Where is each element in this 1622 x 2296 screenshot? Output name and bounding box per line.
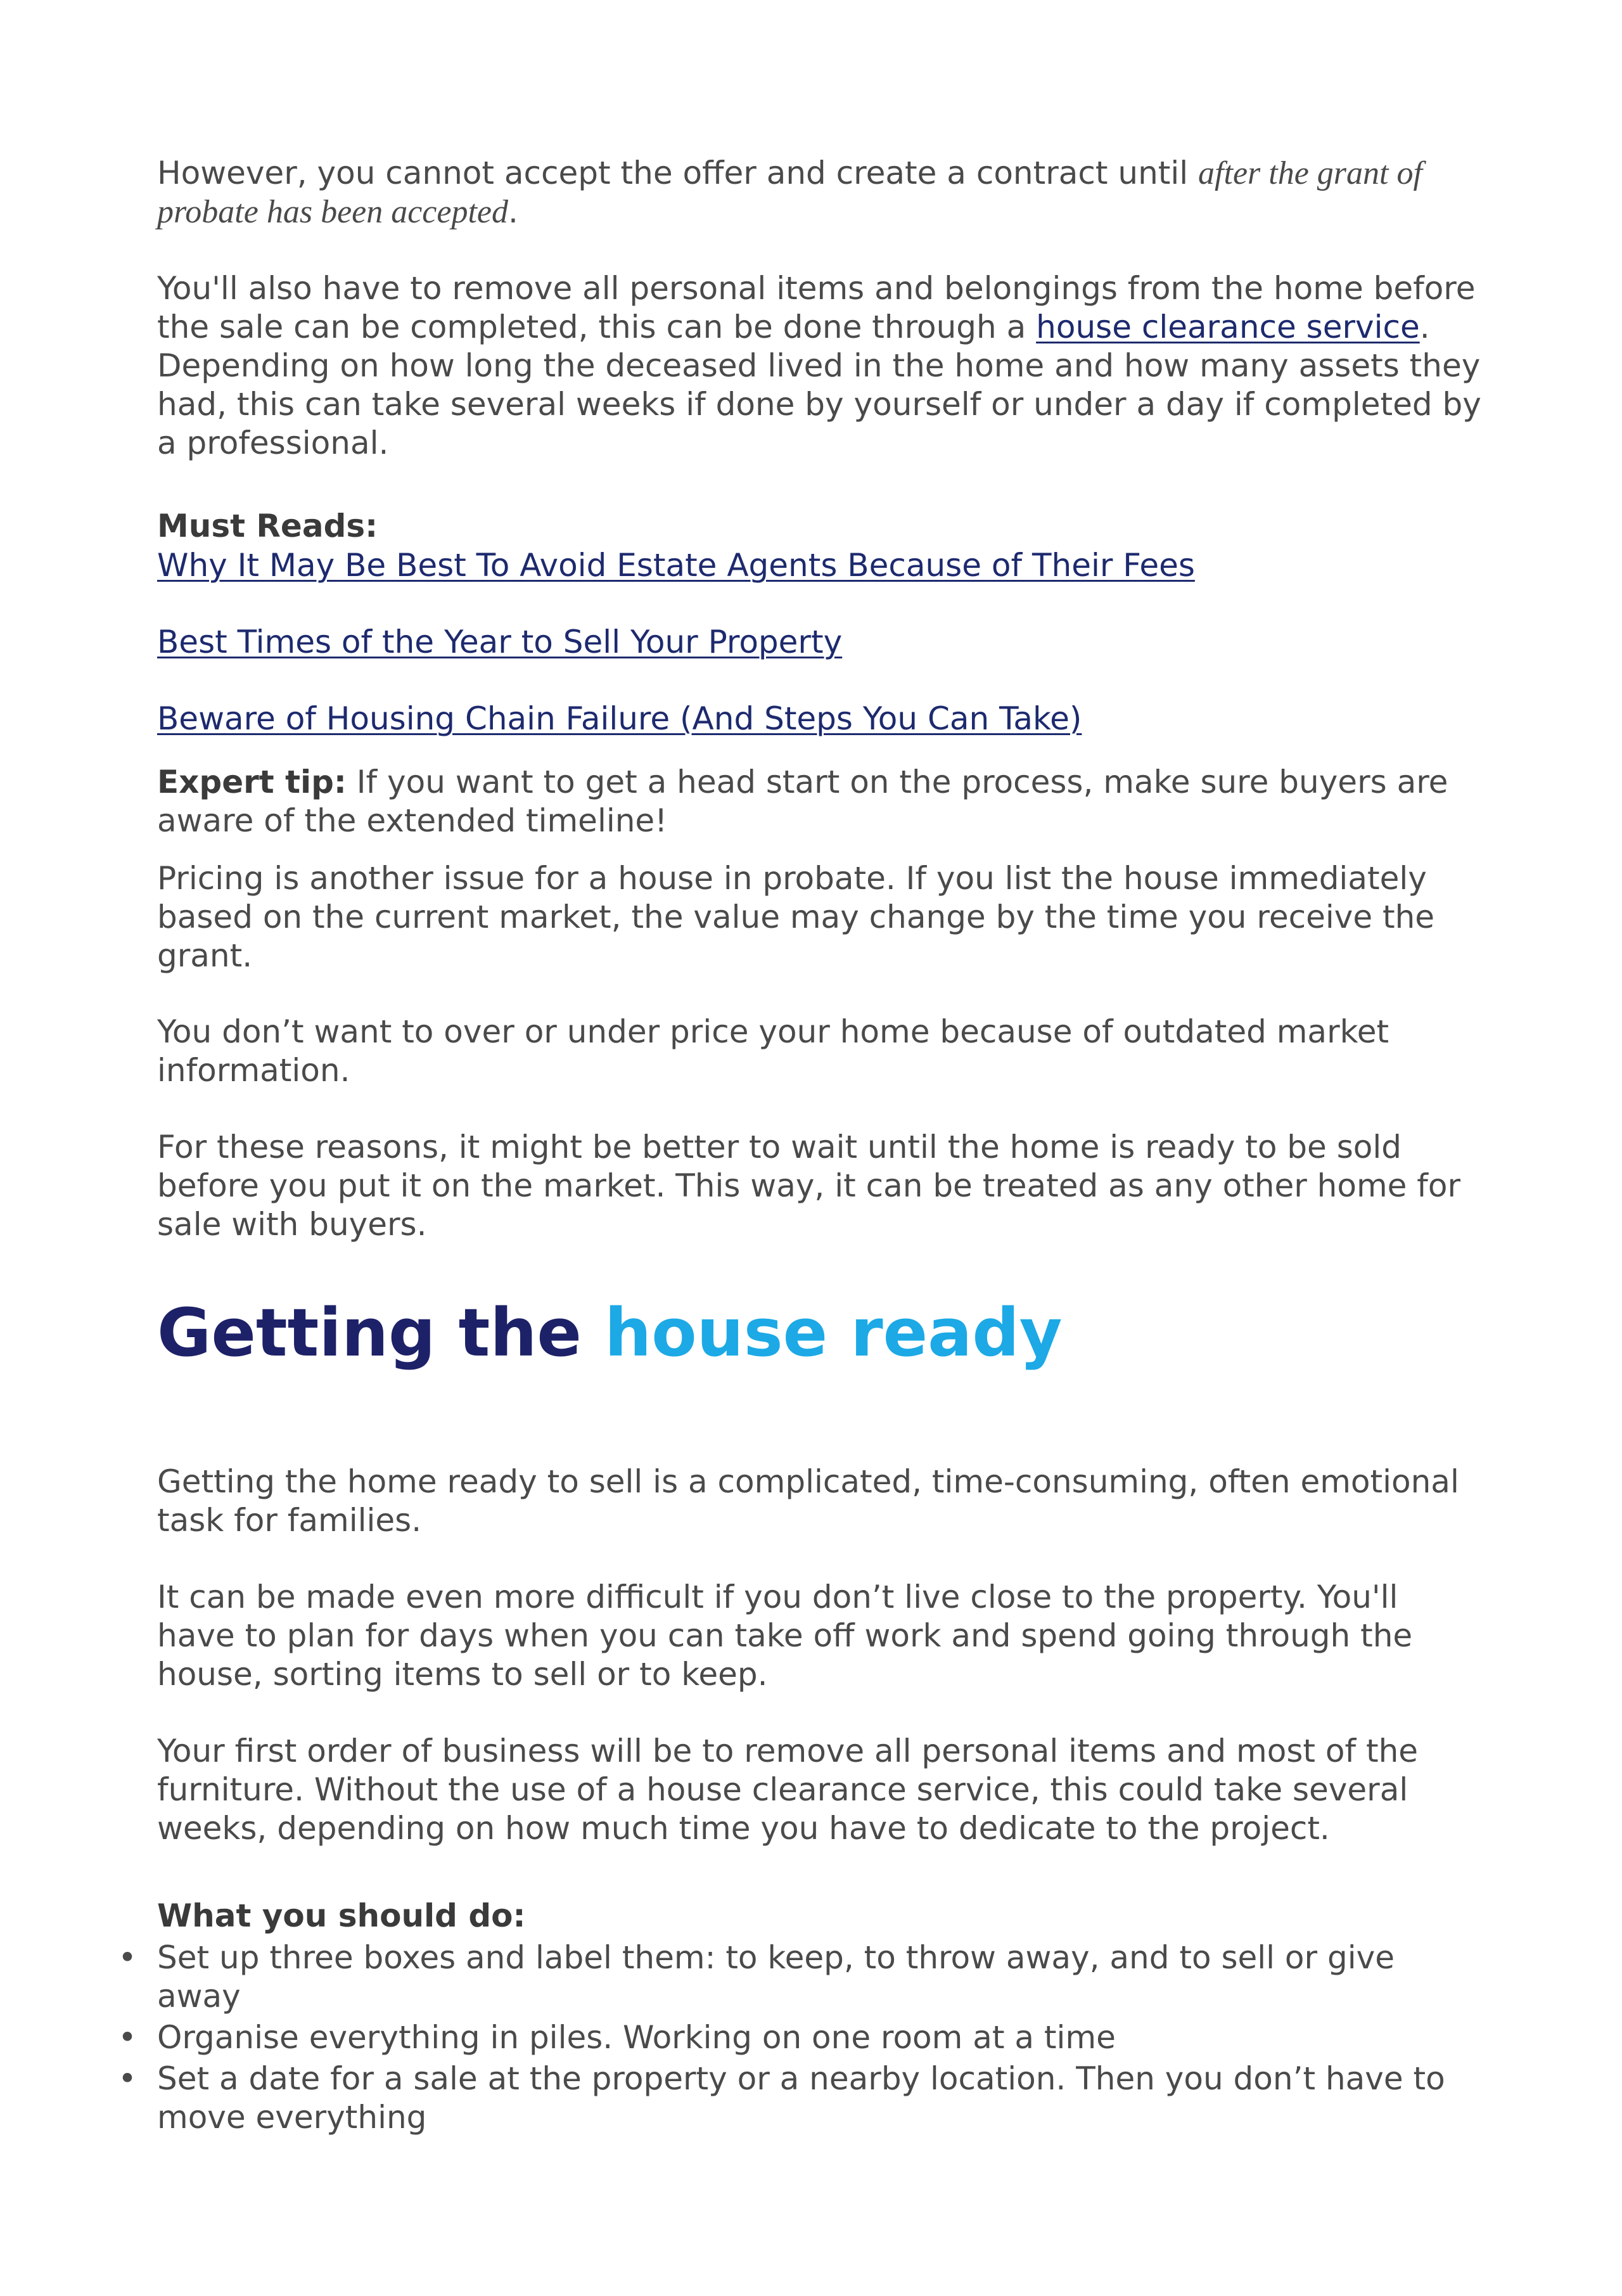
- todo-item-text: Set up three boxes and label them: to keep, to throw away, and to sell or give away: [157, 1939, 1395, 2015]
- must-read-link-3[interactable]: Beware of Housing Chain Failure (And Steps You Can Take): [157, 700, 1082, 737]
- paragraph-difficult: It can be made even more difficult if you don’t live close to the property. You'll have to plan for days when you can take off work and spend going through the house, sorting items to sell or to keep.: [157, 1579, 1413, 1693]
- bullet-icon: •: [118, 2060, 137, 2097]
- paragraph-offer: [157, 154, 1481, 231]
- paragraph-belongings-after: . Depending on how long the deceased lived in the home and how many assets they had, this can take several weeks if done by yourself or under a day if completed by a professional.: [157, 309, 1481, 461]
- todo-item-text: Set a date for a sale at the property or a nearby location. Then you don’t have to move everything: [157, 2060, 1445, 2136]
- must-read-link-1[interactable]: Why It May Be Best To Avoid Estate Agents Because of Their Fees: [157, 547, 1195, 584]
- bullet-icon: •: [118, 2019, 137, 2056]
- paragraph-offer-emphasis: after the grant of probate has been accepted: [157, 155, 1422, 230]
- must-read-link-2[interactable]: Best Times of the Year to Sell Your Property: [157, 624, 843, 660]
- must-reads-label: Must Reads:: [157, 508, 378, 544]
- bullet-icon: •: [118, 1939, 137, 1976]
- todo-list-item: [118, 2018, 1481, 2057]
- house-clearance-link[interactable]: house clearance service: [1036, 309, 1420, 345]
- paragraph-over-under: You don’t want to over or under price your home because of outdated market information.: [157, 1013, 1389, 1089]
- must-read-link-3-wrap: [157, 700, 1481, 738]
- paragraph-offer-text: However, you cannot accept the offer and create a contract until: [157, 155, 1199, 191]
- paragraph-getting-ready: Getting the home ready to sell is a complicated, time-consuming, often emotional task for families.: [157, 1463, 1459, 1539]
- paragraph-belongings: [157, 269, 1481, 463]
- paragraph-pricing: Pricing is another issue for a house in probate. If you list the house immediately based on the current market, the value may change by the time you receive the grant.: [157, 860, 1435, 974]
- todo-list-item: [118, 1939, 1481, 2016]
- section-heading: [157, 1295, 1481, 1371]
- paragraph-offer-end: .: [508, 193, 518, 230]
- expert-tip-text: If you want to get a head start on the process, make sure buyers are aware of the extended timeline!: [157, 764, 1448, 839]
- expert-tip: [157, 763, 1481, 840]
- todo-list-item: [118, 2060, 1481, 2137]
- paragraph-belongings-before: You'll also have to remove all personal items and belongings from the home before the sale can be completed, this can be done through a: [157, 270, 1476, 345]
- must-read-link-1-wrap: [157, 546, 1481, 585]
- todo-list: [118, 1939, 1481, 2137]
- paragraph-reasons: For these reasons, it might be better to wait until the home is ready to be sold before you put it on the market. This way, it can be treated as any other home for sale with buyers.: [157, 1129, 1461, 1243]
- paragraph-first-order: Your first order of business will be to remove all personal items and most of the furniture. Without the use of a house clearance service, this could take several weeks, depending on how much time you have to dedicate to the project.: [157, 1733, 1419, 1847]
- must-read-link-2-wrap: [157, 623, 1481, 662]
- todo-item-text: Organise everything in piles. Working on one room at a time: [157, 2019, 1116, 2056]
- section-heading-accent: house ready: [604, 1294, 1063, 1371]
- section-heading-part1: Getting the: [157, 1294, 605, 1371]
- todo-label: What you should do:: [157, 1897, 526, 1934]
- expert-tip-label: Expert tip:: [157, 764, 347, 800]
